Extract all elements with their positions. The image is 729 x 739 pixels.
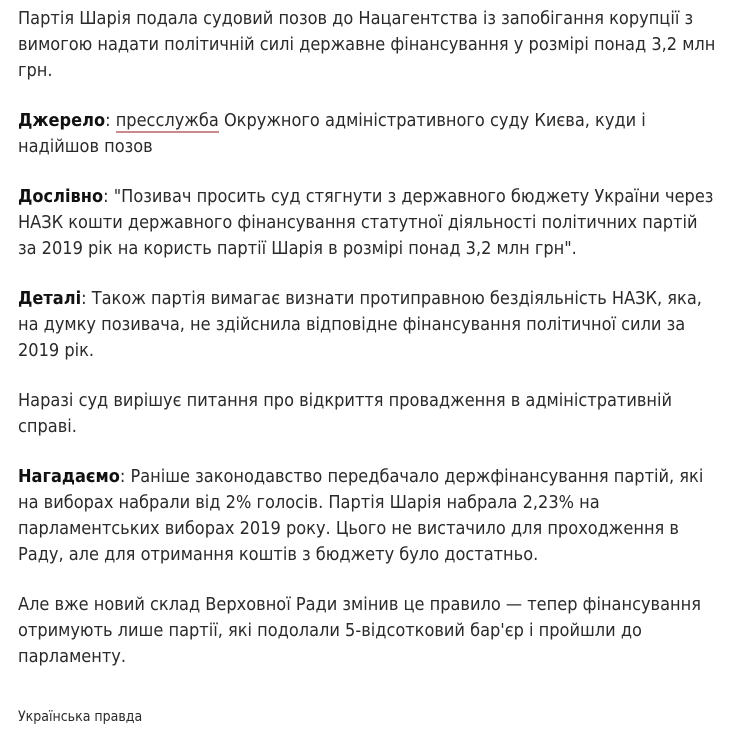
article-body: [18, 6, 718, 694]
details-text: Також партія вимагає визнати протиправною бездіяльність НАЗК, яка, на думку позивача, не здійснила відповідне фінансування політичної сили за 2019 рік.: [18, 288, 702, 361]
source-label: Джерело: [18, 110, 106, 131]
details-label: Деталі: [18, 288, 82, 309]
reminder-separator: :: [119, 466, 131, 487]
details-separator: :: [81, 288, 92, 309]
paragraph-intro: Партія Шарія подала судовий позов до Нацагентства із запобігання корупції з вимогою надати політичній силі державне фінансування у розмірі понад 3,2 млн грн.: [18, 8, 716, 81]
reminder-label: Нагадаємо: [18, 466, 120, 487]
paragraph-details: [18, 286, 718, 364]
press-service-link[interactable]: пресслужба: [115, 110, 219, 131]
paragraph-new-rule: Але вже новий склад Верховної Ради змінив це правило — тепер фінансування отримують лише партії, які подолали 5-відсотковий бар'єр і пройшли до парламенту.: [18, 594, 701, 667]
source-attribution: Українська правда: [18, 709, 143, 725]
paragraph-source: [18, 108, 718, 160]
quote-label: Дослівно: [18, 186, 104, 207]
quote-text: "Позивач просить суд стягнути з державного бюджету України через НАЗК кошти державного фінансування статутної діяльності політичних партій за 2019 рік на користь партії Шарія в розмірі понад 3,2 млн грн".: [18, 186, 714, 259]
paragraph-quote: [18, 184, 718, 262]
source-text: Окружного адміністративного суду Києва, куди і надійшов позов: [18, 110, 646, 157]
paragraph-court-status: Наразі суд вирішує питання про відкриття провадження в адміністративній справі.: [18, 390, 673, 437]
reminder-text: Раніше законодавство передбачало держфінансування партій, які на виборах набрали від 2% голосів. Партія Шарія набрала 2,23% на парламентських виборах 2019 року. Цього не вистачило для проходження в Раду, але для отримання коштів з бюджету було достатньо.: [18, 466, 704, 565]
quote-separator: :: [103, 186, 114, 207]
paragraph-reminder: [18, 464, 718, 568]
source-separator: :: [105, 110, 116, 131]
